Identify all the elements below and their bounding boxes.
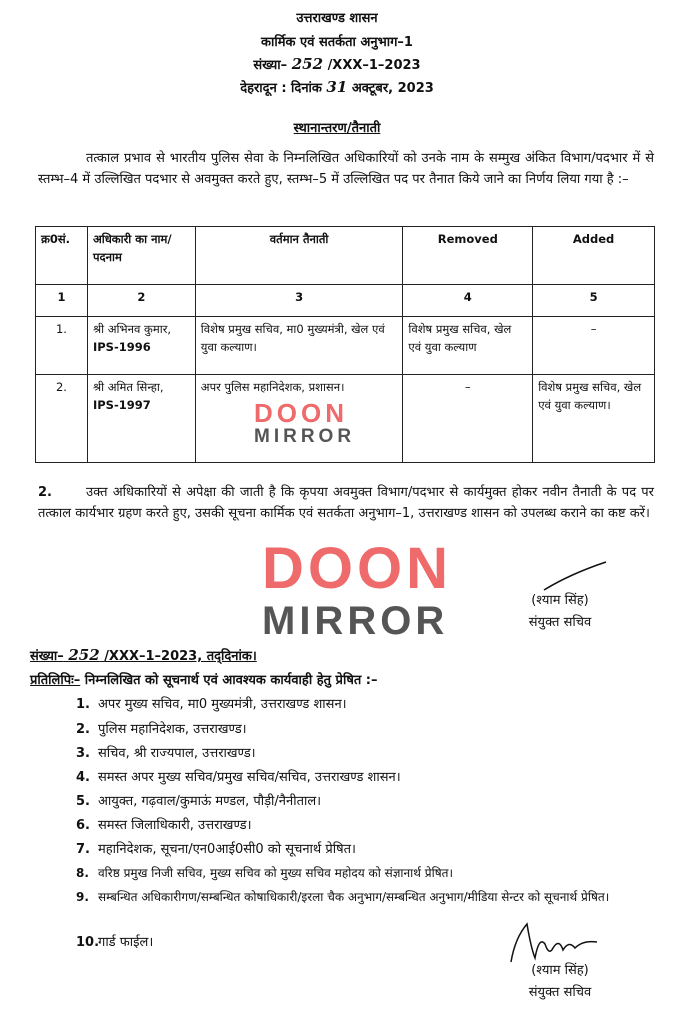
order-number-handwritten: 252 xyxy=(291,55,324,73)
order-date-handwritten: 31 xyxy=(326,78,348,96)
list-number: 5. xyxy=(76,794,90,809)
signature-mark xyxy=(540,560,610,594)
removed-posting: – xyxy=(403,375,533,463)
header-added: Added xyxy=(533,227,655,285)
paragraph-2 xyxy=(38,482,654,524)
department-name: उत्तराखण्ड शासन xyxy=(296,11,378,26)
list-number: 1. xyxy=(76,697,90,712)
signature-block-2 xyxy=(490,960,630,1004)
section-name: कार्मिक एवं सतर्कता अनुभाग–1 xyxy=(261,35,413,50)
list-item xyxy=(76,865,656,882)
list-text: पुलिस महानिदेशक, उत्तराखण्ड। xyxy=(98,722,247,737)
list-text: वरिष्ठ प्रमुख निजी सचिव, मुख्य सचिव को मुख्य सचिव महोदय को संज्ञानार्थ प्रेषित। xyxy=(98,866,454,880)
list-number: 3. xyxy=(76,746,90,761)
list-number: 6. xyxy=(76,818,90,833)
current-posting: अपर पुलिस महानिदेशक, प्रशासन। xyxy=(195,375,403,463)
removed-posting: विशेष प्रमुख सचिव, खेल एवं युवा कल्याण xyxy=(403,317,533,375)
order-number-suffix: /XXX–1–2023 xyxy=(327,58,421,73)
table-row xyxy=(36,317,655,375)
list-text: अपर मुख्य सचिव, मा0 मुख्यमंत्री, उत्तराखण्ड शासन। xyxy=(98,697,347,712)
signatory-name: (श्याम सिंह) xyxy=(531,593,589,608)
list-number: 8. xyxy=(76,866,89,880)
row-sn: 1. xyxy=(36,317,88,375)
list-number: 7. xyxy=(76,842,90,857)
copy-number-suffix: /XXX–1–2023, तद्‌दिनांक। xyxy=(104,649,257,664)
copy-intro xyxy=(30,670,377,688)
added-posting: – xyxy=(533,317,655,375)
col-number: 3 xyxy=(195,285,403,317)
officer-batch: IPS-1996 xyxy=(92,340,151,354)
header-officer: अधिकारी का नाम/पदनाम xyxy=(87,227,195,285)
order-date xyxy=(0,78,674,96)
signatory-designation: संयुक्त सचिव xyxy=(528,615,592,630)
copy-number-handwritten: 252 xyxy=(68,646,100,664)
watermark-small-bottom: MIRROR xyxy=(254,426,356,447)
list-text: आयुक्त, गढ़वाल/कुमाऊं मण्डल, पौड़ी/नैनीताल। xyxy=(98,794,322,809)
list-item xyxy=(76,841,656,858)
header-removed: Removed xyxy=(403,227,533,285)
current-posting: विशेष प्रमुख सचिव, मा0 मुख्यमंत्री, खेल एवं युवा कल्याण। xyxy=(195,317,403,375)
list-item xyxy=(76,817,656,834)
row-sn: 2. xyxy=(36,375,88,463)
signatory-name: (श्याम सिंह) xyxy=(531,963,589,978)
col-number: 2 xyxy=(87,285,195,317)
list-text: सम्बन्धित अधिकारीगण/सम्बन्धित कोषाधिकारी/इरला चैक अनुभाग/सम्बन्धित अनुभाग/मीडिया सेन्टर को सूचनार्थ प्रेषित। xyxy=(98,890,610,904)
list-text: समस्त जिलाधिकारी, उत्तराखण्ड। xyxy=(98,818,252,833)
copy-intro-text: निम्नलिखित को सूचनार्थ एवं आवश्यक कार्यवाही हेतु प्रेषित :– xyxy=(84,673,378,688)
column-number-row xyxy=(36,285,655,317)
list-number: 9. xyxy=(76,890,89,904)
subject: स्थानान्तरण/तैनाती xyxy=(293,121,381,136)
header-sn: क्र0सं. xyxy=(36,227,88,285)
list-text: महानिदेशक, सूचना/एन0आई0सी0 को सूचनार्थ प्रेषित। xyxy=(98,842,356,857)
table-header-row xyxy=(36,227,655,285)
paragraph-2-number: 2. xyxy=(38,485,52,500)
officer-name: श्री अमित सिन्हा, xyxy=(92,380,164,394)
added-posting: विशेष प्रमुख सचिव, खेल एवं युवा कल्याण। xyxy=(533,375,655,463)
order-date-suffix: अक्टूबर, 2023 xyxy=(351,81,434,96)
list-number: 10. xyxy=(76,935,100,950)
signature-block-1 xyxy=(490,590,630,634)
list-text: गार्ड फाईल। xyxy=(98,935,154,950)
list-text: समस्त अपर मुख्य सचिव/प्रमुख सचिव/सचिव, उत्तराखण्ड शासन। xyxy=(98,770,401,785)
officer-cell xyxy=(87,375,195,463)
col-number: 5 xyxy=(533,285,655,317)
officer-batch: IPS-1997 xyxy=(92,398,151,412)
list-number: 4. xyxy=(76,770,90,785)
col-number: 4 xyxy=(403,285,533,317)
list-item xyxy=(76,888,646,906)
intro-paragraph: तत्काल प्रभाव से भारतीय पुलिस सेवा के निम्नलिखित अधिकारियों को उनके नाम के सम्मुख अंकित विभाग/पदभार में से स्तम्भ–4 में उल्लिखित पदभार से अवमुक्त करते हुए, स्तम्भ–5 में उल्लिखित पद पर तैनात किये जाने का निर्णय लिया गया है :– xyxy=(38,151,654,187)
signatory-designation: संयुक्त सचिव xyxy=(528,985,592,1000)
col-number: 1 xyxy=(36,285,88,317)
watermark-large-top: DOON xyxy=(262,536,452,601)
list-item xyxy=(76,793,656,810)
list-item xyxy=(76,745,656,762)
order-date-prefix: देहरादून : दिनांक xyxy=(240,81,322,96)
watermark-large-bottom: MIRROR xyxy=(262,599,449,643)
order-number-prefix: संख्या– xyxy=(253,58,288,73)
list-item xyxy=(76,696,656,713)
officer-name: श्री अभिनव कुमार, xyxy=(92,322,172,336)
list-item xyxy=(76,769,656,786)
order-number xyxy=(0,55,674,73)
list-text: सचिव, श्री राज्यपाल, उत्तराखण्ड। xyxy=(98,746,256,761)
copy-number-prefix: संख्या– xyxy=(30,649,64,664)
list-number: 2. xyxy=(76,722,90,737)
watermark-small xyxy=(254,400,355,448)
copy-intro-label: प्रतिलिपिः– xyxy=(30,673,81,688)
copy-number xyxy=(30,646,257,664)
watermark-small-top: DOON xyxy=(254,398,348,428)
watermark-large xyxy=(262,536,452,644)
list-item xyxy=(76,721,656,738)
officer-cell xyxy=(87,317,195,375)
header-current-posting: वर्तमान तैनाती xyxy=(195,227,403,285)
paragraph-2-text: उक्त अधिकारियों से अपेक्षा की जाती है कि कृपया अवमुक्त विभाग/पदभार से कार्यमुक्त होकर नवीन तैनाती के पद पर तत्काल कार्यभार ग्रहण करते हुए, उसकी सूचना कार्मिक एवं सतर्कता अनुभाग–1, उत्तराखण्ड शासन को उपलब्ध कराने का कष्ट करें। xyxy=(38,485,654,521)
